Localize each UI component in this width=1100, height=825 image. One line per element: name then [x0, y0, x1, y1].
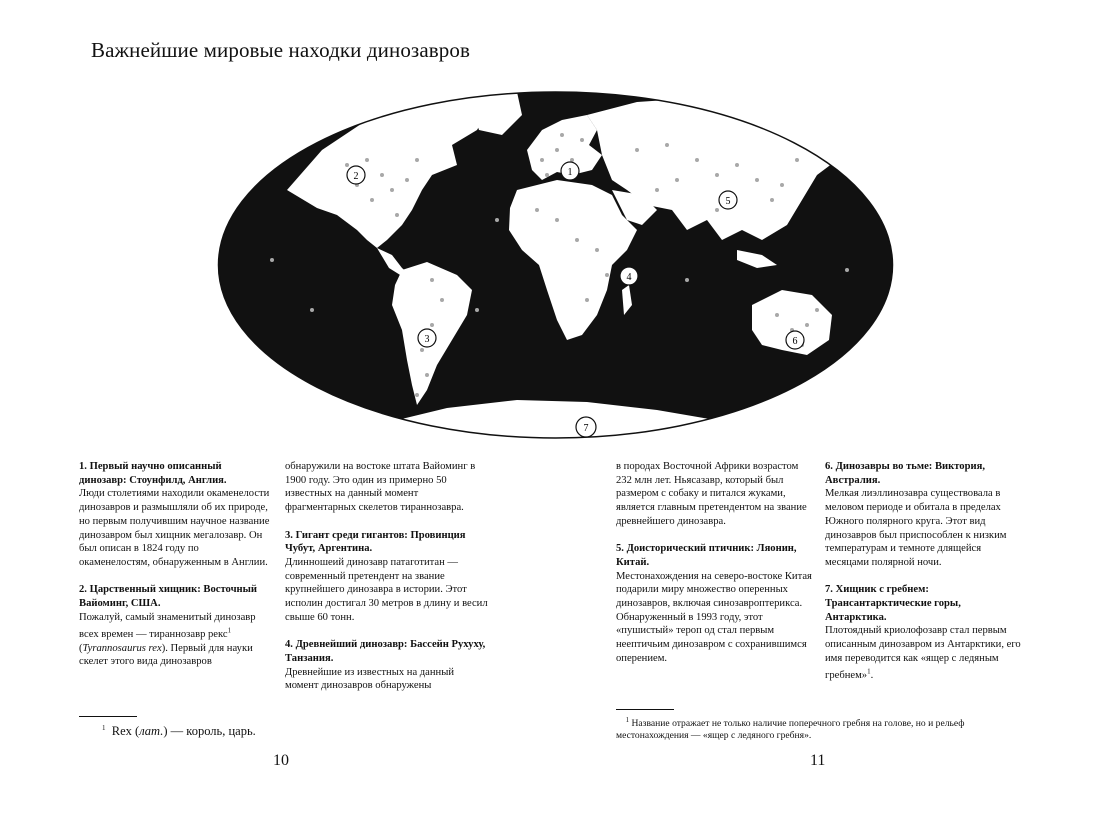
page-title: Важнейшие мировые находки динозавров	[91, 38, 470, 62]
footnote-left: $^1$ Rex (лат.) — король, царь.	[102, 724, 256, 739]
svg-text:1: 1	[567, 167, 573, 178]
section-heading: 3. Гигант среди гигантов: Провинция Чубут, Аргентина.	[285, 529, 466, 555]
marker-1	[561, 162, 579, 180]
text-column-1	[79, 460, 271, 683]
section-heading: 5. Доисторический птичник: Ляонин, Китай.	[616, 543, 797, 568]
section-heading: 2. Царственный хищник: Восточный Вайоминг, США.	[79, 584, 258, 610]
svg-text:2: 2	[353, 171, 359, 182]
page-number-right: 11	[810, 752, 826, 769]
new-zealand	[857, 340, 869, 370]
marker-7	[576, 417, 596, 437]
footnote-ref: 1	[867, 667, 871, 676]
svg-text:6: 6	[792, 336, 798, 347]
text-column-3	[616, 460, 816, 679]
svg-text:3: 3	[424, 334, 430, 345]
section-body: Местонахождения на северо-востоке Китая подарили миру множество оперенных динозавров, включая синозавроптерикса. Обнаруженный в 1993 году, этот «пушистый» тероп од стал первым неептичьим динозавром с сохранившимся оперением.	[616, 570, 812, 664]
section-body: Люди столетиями находили окаменелости динозавров и размышляли об их природе, но первым получившим научное название динозавром был хищник мегалозавр. Он был описан в 1824 году по окаменелостям, обнаруженным в Англии.	[79, 488, 270, 568]
section-heading: 1. Первый научно описанный динозавр: Стоунфилд, Англия.	[79, 461, 227, 486]
section-heading: 6. Динозавры во тьме: Виктория, Австралия.	[825, 461, 985, 486]
page-number-left: 10	[273, 752, 289, 769]
svg-text:7: 7	[583, 423, 589, 434]
section-heading: 4. Древнейший динозавр: Бассейн Рухуху, Танзания.	[285, 639, 486, 664]
section-body: Древнейшие из известных на данный момент динозавров обнаружены	[285, 666, 455, 692]
footnote-rule-right	[616, 709, 674, 710]
section-body: обнаружили на востоке штата Вайоминг в 1900 году. Это один из примерно 50 известных на данный момент фрагментарных скелетов тираннозавра.	[285, 461, 476, 514]
section-body: Мелкая лиэллинозавра существовала в меловом периоде и обитала в пределах Южного полярного круга. Этот вид динозавров был приспособлен к низким температурам и темноте длящейся месяцами полярной ночи.	[825, 488, 1007, 568]
section-body: Длинношеий динозавр патаготитан — современный претендент на звание крупнейшего динозавра в истории. Этот исполин достигал 30 метров в длину и весил свыше 60 тонн.	[285, 556, 488, 623]
marker-2	[347, 166, 365, 184]
marker-6	[786, 331, 804, 349]
footnote-rule-left	[79, 716, 137, 717]
section-body: в породах Восточной Африки возрастом 232 млн лет. Ньясазавр, который был размером с собаку и питался жуками, является главным претендентом на звание древнейшего динозавра.	[616, 461, 807, 527]
world-map	[217, 90, 894, 440]
text-column-2	[285, 460, 490, 707]
footnote-ref: 1	[227, 626, 232, 635]
marker-5	[719, 191, 737, 209]
svg-text:4: 4	[626, 272, 632, 283]
text-column-4	[825, 460, 1025, 696]
section-heading: 7. Хищник с гребнем: Трансантарктические горы, Антарктика.	[825, 584, 961, 623]
svg-text:5: 5	[725, 196, 731, 207]
section-body: Плотоядный криолофозавр стал первым описанным динозавром из Антарктики, его имя переводится как «ящер с ледяным гребнем»$^1$.	[825, 625, 1021, 682]
section-body: Пожалуй, самый знаменитый динозавр всех времен — тираннозавр рекс$^1$ (Tyrannosaurus rex). Первый для науки скелет этого вида динозавров	[79, 611, 256, 668]
marker-3	[418, 329, 436, 347]
marker-4	[620, 267, 638, 285]
footnote-right: $^1$ Название отражает не только наличие поперечного гребня на голове, но и рельеф местонахождения — «ящер с ледяного гребня».	[616, 716, 965, 742]
